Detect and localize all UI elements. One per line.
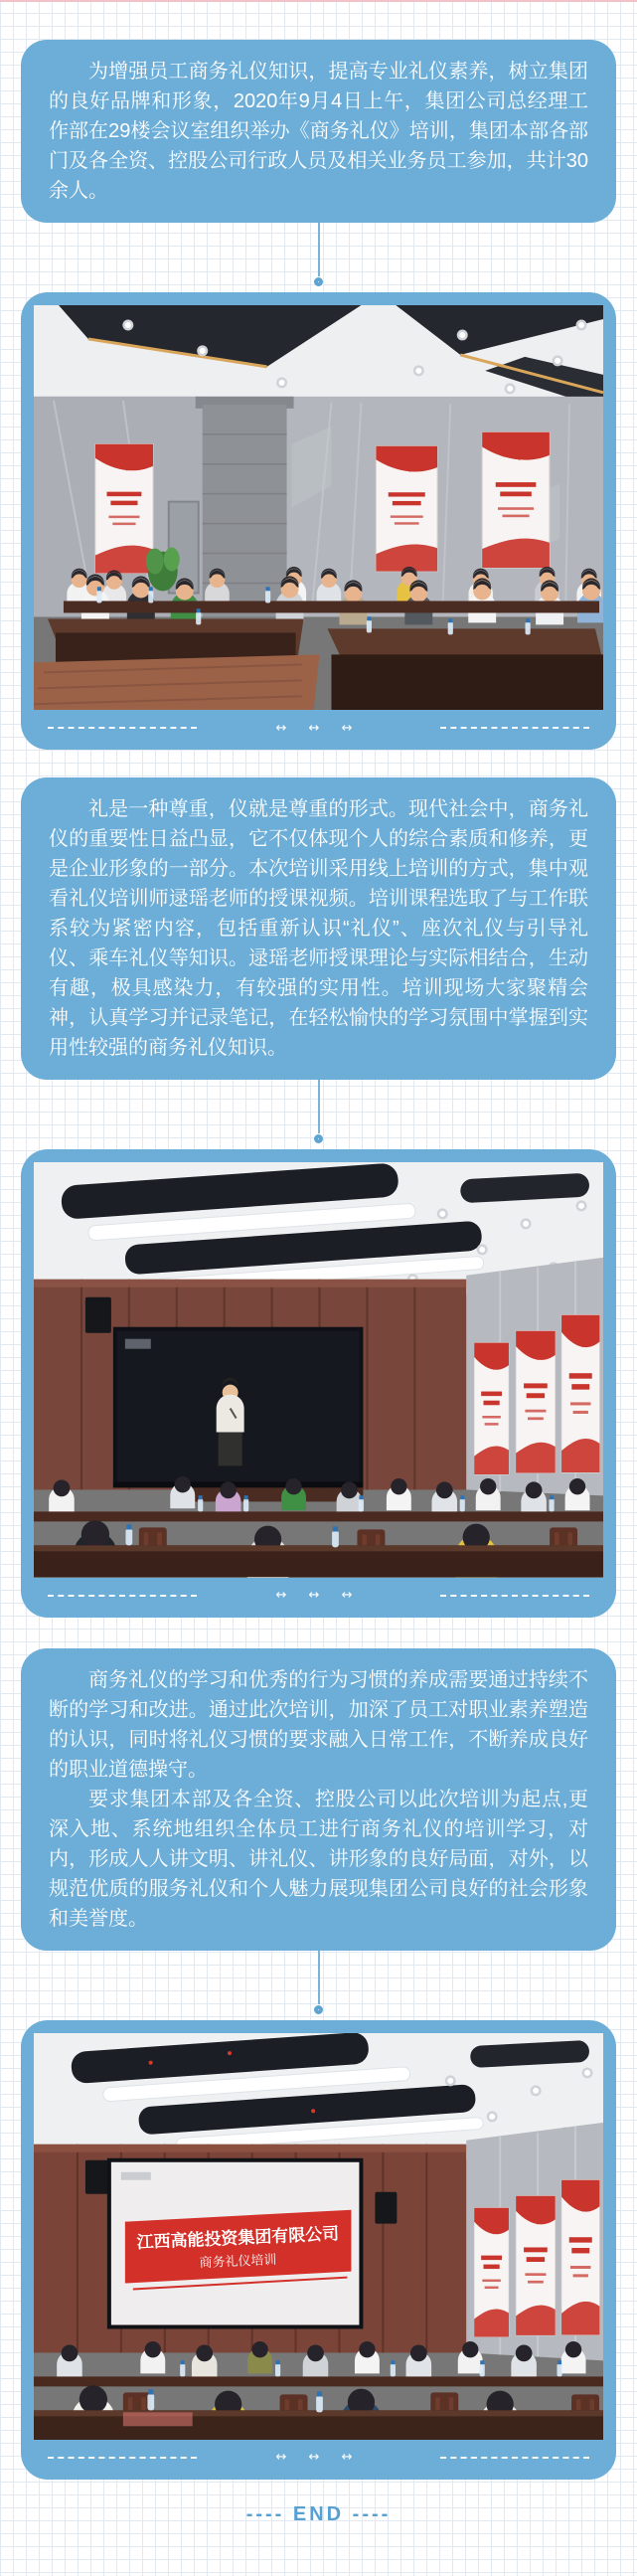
photo-conference-audience-front — [34, 305, 603, 710]
photo-online-lecture-screen — [34, 1162, 603, 1577]
screen-title-line2: 商务礼仪培训 — [199, 2251, 277, 2270]
divider-dash-right — [440, 1595, 589, 1597]
photo-footer — [34, 2440, 603, 2476]
arrows-decoration: ↔ ↔ ↔ — [275, 1588, 362, 1604]
connector-line — [318, 1951, 320, 2004]
paragraph-block-1 — [21, 40, 616, 223]
connector-dot-icon — [314, 1134, 323, 1143]
photo-footer — [34, 710, 603, 746]
connector — [0, 223, 637, 292]
paragraph-block-2 — [21, 777, 616, 1080]
top-edge-strip — [0, 0, 637, 2]
paragraph: 要求集团本部及各全资、控股公司以此次培训为起点,更深入地、系统地组织全体员工进行商务礼仪的培训学习，对内，形成人人讲文明、讲礼仪、讲形象的良好局面，对外，以规范优质的服务礼仪和个人魅力展现集团公司良好的社会形象和美誉度。 — [49, 1788, 588, 1930]
paragraph: 礼是一种尊重，仪就是尊重的形式。现代社会中，商务礼仪的重要性日益凸显，它不仅体现个人的综合素质和修养，更是企业形象的一部分。本次培训采用线上培训的方式，集中观看礼仪培训师逯瑶老师的授课视频。培训课程选取了与工作联系较为紧密内容，包括重新认识“礼仪”、座次礼仪与引导礼仪、乘车礼仪等知识。逯瑶老师授课理论与实际相结合，生动有趣，极具感染力，有较强的实用性。培训现场大家聚精会神，认真学习并记录笔记，在轻松愉快的学习氛围中掌握到实用性较强的商务礼仪知识。 — [49, 798, 588, 1060]
paragraph-block-3 — [21, 1648, 616, 1951]
paragraph: 商务礼仪的学习和优秀的行为习惯的养成需要通过持续不断的学习和改进。通过此次培训，加深了员工对职业素养塑造的认识，同时将礼仪习惯的要求融入日常工作，不断养成良好的职业道德操守。 — [49, 1668, 588, 1781]
connector-line — [318, 223, 320, 276]
connector-dot-icon — [314, 2005, 323, 2014]
connector-line — [318, 1080, 320, 1133]
photo-footer — [34, 1578, 603, 1614]
photo-card-2 — [21, 1149, 616, 1617]
divider-dash-left — [48, 727, 197, 729]
divider-dash-right — [440, 727, 589, 729]
photo-card-1 — [21, 292, 616, 750]
connector — [0, 1080, 637, 1149]
screen-title-line1: 江西高能投资集团有限公司 — [136, 2223, 340, 2252]
arrows-decoration: ↔ ↔ ↔ — [275, 720, 362, 736]
divider-dash-left — [48, 1595, 197, 1597]
arrows-decoration: ↔ ↔ ↔ — [275, 2450, 362, 2466]
connector — [0, 1951, 637, 2020]
photo-card-3 — [21, 2020, 616, 2480]
paragraph: 为增强员工商务礼仪知识，提高专业礼仪素养，树立集团的良好品牌和形象，2020年9月4日上午，集团公司总经理工作部在29楼会议室组织举办《商务礼仪》培训，集团本部各部门及各全资、控股公司行政人员及相关业务员工参加，共计30余人。 — [49, 61, 588, 202]
connector-dot-icon — [314, 277, 323, 286]
end-marker: ---- END ---- — [245, 2502, 392, 2525]
divider-dash-right — [440, 2457, 589, 2459]
photo-title-slide — [34, 2033, 603, 2440]
divider-dash-left — [48, 2457, 197, 2459]
